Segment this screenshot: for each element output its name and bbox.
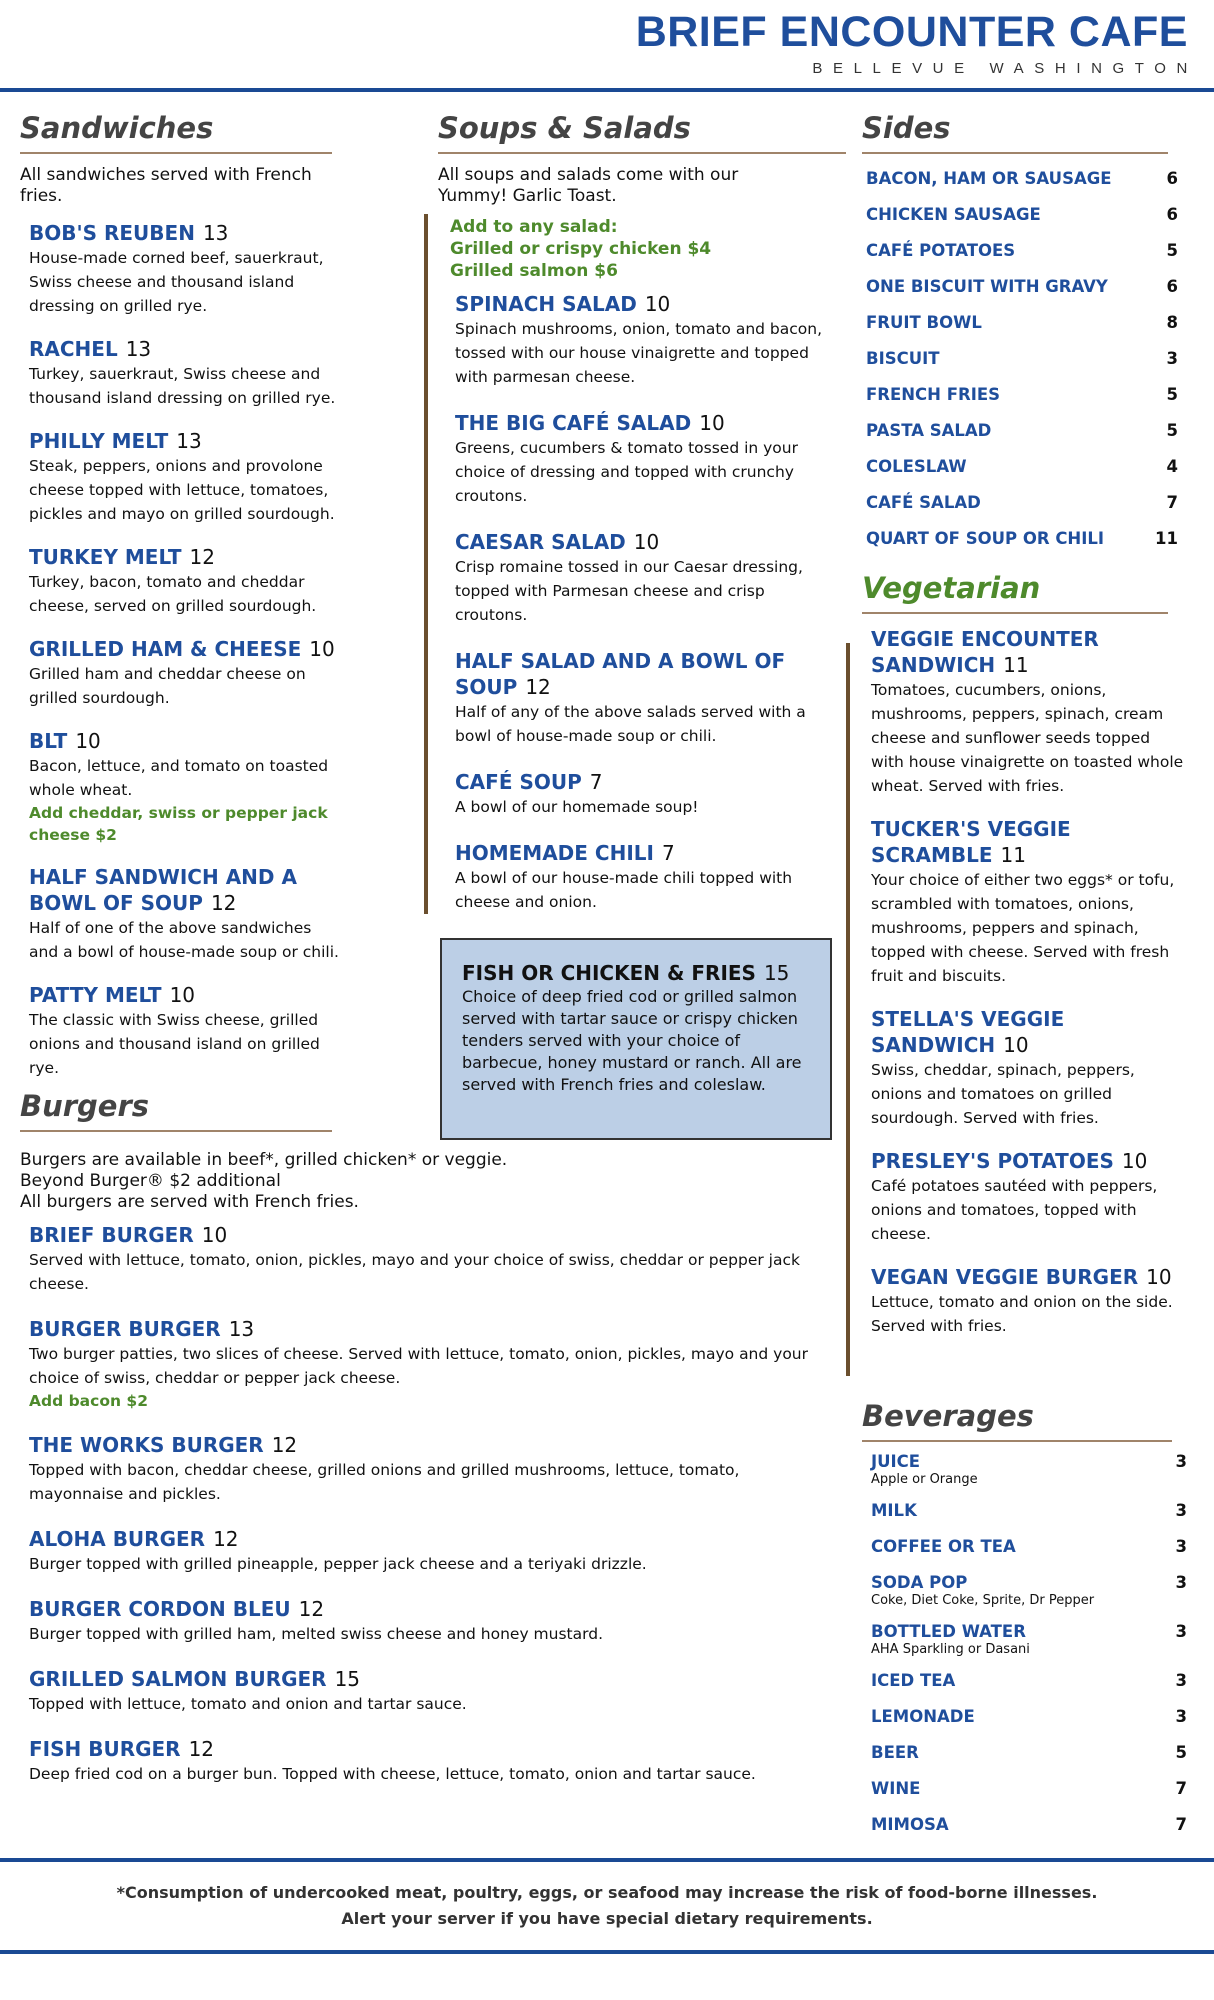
item-price: 12 <box>271 1433 298 1457</box>
item-desc: Burger topped with grilled pineapple, pepper jack cheese and a teriyaki drizzle. <box>29 1555 647 1573</box>
section-rule <box>20 1130 332 1132</box>
item-desc: Steak, peppers, onions and provolone cheese topped with lettuce, tomatoes, pickles and mayo on grilled sourdough. <box>29 457 335 523</box>
menu-item <box>455 840 827 914</box>
item-title: VEGGIE ENCOUNTER SANDWICH <box>871 627 1099 677</box>
beverage-label <box>871 1537 1016 1557</box>
item-title: HALF SANDWICH AND A BOWL OF SOUP <box>29 865 297 915</box>
section-sandwiches <box>20 110 339 1098</box>
beverage-name: SODA POP <box>871 1573 968 1592</box>
item-price: 12 <box>189 545 215 569</box>
item-title: HALF SALAD AND A BOWL OF SOUP <box>455 649 786 699</box>
beverage-item <box>871 1743 1187 1763</box>
item-addon: Add bacon $2 <box>29 1392 148 1410</box>
item-name <box>29 1432 829 1458</box>
item-title: BURGER BURGER <box>29 1317 221 1341</box>
item-name <box>29 336 339 362</box>
item-title: VEGAN VEGGIE BURGER <box>871 1265 1139 1289</box>
side-item <box>866 232 1178 268</box>
beverage-price: 3 <box>1175 1671 1187 1690</box>
beverage-price: 3 <box>1175 1537 1187 1556</box>
side-item <box>866 448 1178 484</box>
beverage-name: BEER <box>871 1743 919 1762</box>
side-item <box>866 304 1178 340</box>
beverage-name: MIMOSA <box>871 1815 949 1834</box>
beverage-label <box>871 1707 975 1727</box>
menu-item <box>871 816 1185 988</box>
beverage-sub: Coke, Diet Coke, Sprite, Dr Pepper <box>871 1593 1095 1608</box>
side-name: FRUIT BOWL <box>866 312 982 332</box>
item-name <box>455 840 827 866</box>
beverage-price: 3 <box>1175 1622 1187 1641</box>
section-title: Sandwiches <box>20 111 214 145</box>
menu-item <box>871 1148 1185 1246</box>
item-price: 12 <box>210 891 237 915</box>
side-name: CAFÉ SALAD <box>866 492 981 512</box>
item-title: BLT <box>29 729 68 753</box>
menu-item <box>871 626 1185 798</box>
item-price: 13 <box>228 1317 255 1341</box>
side-item <box>866 268 1178 304</box>
item-desc: Topped with bacon, cheddar cheese, grilled onions and grilled mushrooms, lettuce, tomato, mayonnaise and pickles. <box>29 1461 740 1503</box>
section-intro: All soups and salads come with our Yummy! Garlic Toast. <box>438 165 739 206</box>
side-price: 6 <box>1166 168 1178 188</box>
footer-disclaimer <box>0 1880 1214 1932</box>
item-name <box>29 1222 829 1248</box>
menu-item <box>29 636 339 710</box>
item-name <box>455 529 827 555</box>
beverage-item <box>871 1707 1187 1727</box>
item-title: BOB'S REUBEN <box>29 221 195 245</box>
beverage-price: 7 <box>1175 1779 1187 1798</box>
beverage-label <box>871 1452 978 1487</box>
beverage-sub: Apple or Orange <box>871 1472 978 1487</box>
item-desc: Grilled ham and cheddar cheese on grilled sourdough. <box>29 665 306 707</box>
item-name <box>871 1006 1185 1058</box>
item-name <box>29 728 339 754</box>
item-price: 15 <box>334 1667 361 1691</box>
item-desc: Turkey, sauerkraut, Swiss cheese and thousand island dressing on grilled rye. <box>29 365 336 407</box>
menu-item <box>871 1264 1185 1338</box>
burgers-intro <box>20 1150 840 1213</box>
menu-item <box>29 336 339 410</box>
menu-item <box>455 291 827 389</box>
item-price: 10 <box>1146 1265 1172 1289</box>
item-title: STELLA'S VEGGIE SANDWICH <box>871 1007 1065 1057</box>
item-title: CAESAR SALAD <box>455 530 626 554</box>
item-price: 10 <box>309 637 335 661</box>
item-desc: Half of any of the above salads served with a bowl of house-made soup or chili. <box>455 703 806 745</box>
item-name <box>462 960 810 986</box>
item-title: BRIEF BURGER <box>29 1223 194 1247</box>
soups-side-bar <box>424 214 428 914</box>
beverage-price: 3 <box>1175 1573 1187 1592</box>
beverage-label <box>871 1622 1030 1657</box>
beverage-label <box>871 1573 1094 1608</box>
item-desc: Bacon, lettuce, and tomato on toasted whole wheat. <box>29 757 329 799</box>
addon-line: Grilled or crispy chicken $4 <box>450 239 712 259</box>
beverage-price: 5 <box>1175 1743 1187 1762</box>
side-name: PASTA SALAD <box>866 420 992 440</box>
item-price: 10 <box>1003 1033 1029 1057</box>
addon-line: Add to any salad: <box>450 217 618 237</box>
beverage-name: COFFEE OR TEA <box>871 1537 1016 1556</box>
menu-item <box>29 1316 829 1412</box>
item-title: PHILLY MELT <box>29 429 169 453</box>
intro-line: Burgers are available in beef*, grilled chicken* or veggie. <box>20 1150 508 1170</box>
item-desc: A bowl of our homemade soup! <box>455 798 699 816</box>
item-name <box>29 636 339 662</box>
item-title: RACHEL <box>29 337 118 361</box>
section-vegetarian <box>862 570 1168 614</box>
footer-bottom-rule <box>0 1950 1214 1954</box>
item-desc: Deep fried cod on a burger bun. Topped with cheese, lettuce, tomato, onion and tartar sauce. <box>29 1765 756 1783</box>
side-name: FRENCH FRIES <box>866 384 1000 404</box>
beverage-price: 3 <box>1175 1452 1187 1471</box>
disclaimer-line: *Consumption of undercooked meat, poultry, eggs, or seafood may increase the risk of food-borne illnesses. <box>116 1883 1098 1902</box>
item-name <box>455 291 827 317</box>
side-price: 5 <box>1166 240 1178 260</box>
section-rule <box>862 152 1168 154</box>
item-price: 10 <box>169 983 196 1007</box>
menu-item <box>29 1526 829 1576</box>
section-rule <box>438 152 846 154</box>
item-price: 15 <box>763 961 790 985</box>
section-burgers <box>20 1088 332 1132</box>
side-name: QUART OF SOUP OR CHILI <box>866 528 1105 548</box>
side-item <box>866 340 1178 376</box>
side-item <box>866 484 1178 520</box>
side-name: BISCUIT <box>866 348 940 368</box>
item-desc: Served with lettuce, tomato, onion, pickles, mayo and your choice of swiss, cheddar or pepper jack cheese. <box>29 1251 800 1293</box>
section-title: Sides <box>862 111 951 145</box>
beverage-name: MILK <box>871 1501 917 1520</box>
item-desc: Spinach mushrooms, onion, tomato and bacon, tossed with our house vinaigrette and topped with parmesan cheese. <box>455 320 823 386</box>
item-name <box>29 220 339 246</box>
item-price: 11 <box>1003 653 1029 677</box>
item-price: 12 <box>298 1597 325 1621</box>
item-name <box>29 544 339 570</box>
item-price: 13 <box>176 429 202 453</box>
side-name: CHICKEN SAUSAGE <box>866 204 1041 224</box>
menu-item <box>29 864 339 964</box>
side-price: 11 <box>1155 528 1178 548</box>
beverage-name: ICED TEA <box>871 1671 956 1690</box>
brand-header <box>635 8 1198 77</box>
item-title: HOMEMADE CHILI <box>455 841 654 865</box>
item-title: SPINACH SALAD <box>455 292 637 316</box>
side-price: 3 <box>1166 348 1178 368</box>
side-name: ONE BISCUIT WITH GRAVY <box>866 276 1108 296</box>
item-title: GRILLED SALMON BURGER <box>29 1667 327 1691</box>
item-title: THE BIG CAFÉ SALAD <box>455 411 692 435</box>
item-name <box>29 982 339 1008</box>
item-price: 13 <box>125 337 152 361</box>
beverage-name: JUICE <box>871 1452 921 1471</box>
section-rule <box>862 612 1168 614</box>
menu-item <box>29 1596 829 1646</box>
item-name <box>29 1666 829 1692</box>
item-desc: Half of one of the above sandwiches and a bowl of house-made soup or chili. <box>29 919 339 961</box>
side-item <box>866 520 1178 556</box>
item-title: TURKEY MELT <box>29 545 182 569</box>
vegetarian-side-bar <box>846 643 850 1376</box>
item-title: BURGER CORDON BLEU <box>29 1597 291 1621</box>
item-desc: Greens, cucumbers & tomato tossed in your choice of dressing and topped with crunchy croutons. <box>455 439 798 505</box>
item-desc: A bowl of our house-made chili topped with cheese and onion. <box>455 869 793 911</box>
beverage-label <box>871 1671 955 1691</box>
item-desc: Tomatoes, cucumbers, onions, mushrooms, peppers, spinach, cream cheese and sunflower seeds topped with house vinaigrette on toasted whole wheat. Served with fries. <box>871 681 1184 795</box>
section-title: Burgers <box>20 1089 150 1123</box>
beverage-price: 7 <box>1175 1815 1187 1834</box>
item-price: 10 <box>699 411 725 435</box>
item-price: 10 <box>201 1223 228 1247</box>
item-title: ALOHA BURGER <box>29 1527 206 1551</box>
header-divider <box>0 88 1214 92</box>
item-name <box>871 626 1185 678</box>
beverage-label <box>871 1815 949 1835</box>
item-title: PRESLEY'S POTATOES <box>871 1149 1114 1173</box>
beverage-item <box>871 1622 1187 1657</box>
item-name <box>871 816 1185 868</box>
item-name <box>29 1316 829 1342</box>
beverage-item <box>871 1671 1187 1691</box>
cafe-name: BRIEF ENCOUNTER CAFE <box>635 8 1188 56</box>
item-title: FISH BURGER <box>29 1737 181 1761</box>
footer-top-rule <box>0 1858 1214 1862</box>
menu-item <box>871 1006 1185 1130</box>
item-name <box>871 1264 1185 1290</box>
item-addon: Add cheddar, swiss or pepper jack cheese $2 <box>29 804 328 844</box>
section-title: Vegetarian <box>862 571 1041 605</box>
intro-line: All burgers are served with French fries. <box>20 1192 359 1212</box>
item-desc: Swiss, cheddar, spinach, peppers, onions and tomatoes on grilled sourdough. Served with fries. <box>871 1061 1135 1127</box>
section-rule <box>862 1440 1172 1442</box>
side-name: BACON, HAM OR SAUSAGE <box>866 168 1112 188</box>
item-price: 10 <box>75 729 101 753</box>
item-list <box>29 220 339 1080</box>
item-desc: Burger topped with grilled ham, melted swiss cheese and honey mustard. <box>29 1625 603 1643</box>
beverage-item <box>871 1452 1187 1487</box>
item-price: 12 <box>188 1737 215 1761</box>
item-title: CAFÉ SOUP <box>455 770 582 794</box>
menu-item <box>29 220 339 318</box>
menu-item <box>455 529 827 627</box>
menu-item <box>455 410 827 508</box>
side-item <box>866 196 1178 232</box>
fish-chicken-box <box>440 938 832 1140</box>
side-price: 6 <box>1166 276 1178 296</box>
menu-item <box>29 1666 829 1716</box>
item-desc: Topped with lettuce, tomato and onion and tartar sauce. <box>29 1695 467 1713</box>
item-name <box>29 428 339 454</box>
side-price: 4 <box>1166 456 1178 476</box>
beverage-price: 3 <box>1175 1707 1187 1726</box>
item-price: 12 <box>213 1527 239 1551</box>
disclaimer-line: Alert your server if you have special dietary requirements. <box>341 1909 873 1928</box>
beverages-list <box>871 1452 1187 1851</box>
item-price: 11 <box>1000 843 1026 867</box>
item-price: 13 <box>202 221 229 245</box>
beverage-label <box>871 1501 917 1521</box>
section-soups-salads <box>438 110 846 207</box>
beverage-name: LEMONADE <box>871 1707 975 1726</box>
side-item <box>866 160 1178 196</box>
menu-item <box>29 728 339 846</box>
menu-item <box>455 769 827 819</box>
item-desc: Lettuce, tomato and onion on the side. Served with fries. <box>871 1293 1173 1335</box>
item-name <box>455 648 827 700</box>
section-beverages <box>862 1398 1172 1442</box>
side-price: 6 <box>1166 204 1178 224</box>
item-name <box>29 864 339 916</box>
item-list <box>871 626 1185 1356</box>
side-item <box>866 412 1178 448</box>
menu-item <box>29 1432 829 1506</box>
item-name <box>871 1148 1185 1174</box>
item-desc: Choice of deep fried cod or grilled salmon served with tartar sauce or crispy chicken tenders served with your choice of barbecue, honey mustard or ranch. All are served with French fries and coleslaw. <box>462 987 802 1094</box>
side-price: 5 <box>1166 384 1178 404</box>
item-title: PATTY MELT <box>29 983 162 1007</box>
item-price: 10 <box>1121 1149 1148 1173</box>
side-price: 8 <box>1166 312 1178 332</box>
menu-item <box>29 1222 829 1296</box>
cafe-location: BELLEVUE WASHINGTON <box>812 60 1198 77</box>
sides-list <box>866 160 1178 556</box>
beverage-item <box>871 1501 1187 1521</box>
addon-line: Grilled salmon $6 <box>450 261 618 281</box>
menu-item <box>29 982 339 1080</box>
item-name <box>29 1736 829 1762</box>
side-price: 5 <box>1166 420 1178 440</box>
item-price: 12 <box>525 675 551 699</box>
salad-addon <box>450 216 711 282</box>
menu-item <box>29 1736 829 1786</box>
menu-item <box>29 428 339 526</box>
item-desc: Your choice of either two eggs* or tofu, scrambled with tomatoes, onions, mushrooms, peppers and spinach, topped with cheese. Served with fresh fruit and biscuits. <box>871 871 1175 985</box>
beverage-item <box>871 1779 1187 1799</box>
item-name <box>29 1526 829 1552</box>
section-intro: All sandwiches served with French fries. <box>20 165 312 206</box>
item-desc: The classic with Swiss cheese, grilled onions and thousand island on grilled rye. <box>29 1011 320 1077</box>
side-name: COLESLAW <box>866 456 967 476</box>
beverage-item <box>871 1573 1187 1608</box>
beverage-name: WINE <box>871 1779 921 1798</box>
item-title: THE WORKS BURGER <box>29 1433 264 1457</box>
section-sides <box>862 110 1168 154</box>
side-item <box>866 376 1178 412</box>
item-price: 10 <box>644 292 671 316</box>
menu-item <box>29 544 339 618</box>
item-list <box>455 291 827 935</box>
item-desc: Café potatoes sautéed with peppers, onions and tomatoes, topped with cheese. <box>871 1177 1158 1243</box>
item-title: TUCKER'S VEGGIE SCRAMBLE <box>871 817 1071 867</box>
beverage-sub: AHA Sparkling or Dasani <box>871 1642 1030 1657</box>
item-name <box>455 769 827 795</box>
item-title: FISH OR CHICKEN & FRIES <box>462 961 756 985</box>
side-name: CAFÉ POTATOES <box>866 240 1016 260</box>
section-rule <box>20 152 332 154</box>
item-price: 7 <box>589 770 603 794</box>
item-price: 10 <box>633 530 660 554</box>
item-desc: Two burger patties, two slices of cheese. Served with lettuce, tomato, onion, pickles, mayo and your choice of swiss, cheddar or pepper jack cheese. <box>29 1345 809 1387</box>
menu-item <box>455 648 827 748</box>
beverage-item <box>871 1815 1187 1835</box>
item-price: 7 <box>661 841 675 865</box>
section-title: Beverages <box>862 1399 1034 1433</box>
beverage-price: 3 <box>1175 1501 1187 1520</box>
beverage-label <box>871 1779 920 1799</box>
beverage-label <box>871 1743 919 1763</box>
item-title: GRILLED HAM & CHEESE <box>29 637 302 661</box>
beverage-item <box>871 1537 1187 1557</box>
item-desc: Crisp romaine tossed in our Caesar dressing, topped with Parmesan cheese and crisp croutons. <box>455 558 803 624</box>
item-name <box>29 1596 829 1622</box>
item-desc: House-made corned beef, sauerkraut, Swiss cheese and thousand island dressing on grilled rye. <box>29 249 324 315</box>
item-name <box>455 410 827 436</box>
beverage-name: BOTTLED WATER <box>871 1622 1026 1641</box>
item-list <box>29 1222 829 1806</box>
side-price: 7 <box>1166 492 1178 512</box>
item-desc: Turkey, bacon, tomato and cheddar cheese, served on grilled sourdough. <box>29 573 317 615</box>
section-title: Soups & Salads <box>438 111 691 145</box>
intro-line: Beyond Burger® $2 additional <box>20 1171 281 1191</box>
